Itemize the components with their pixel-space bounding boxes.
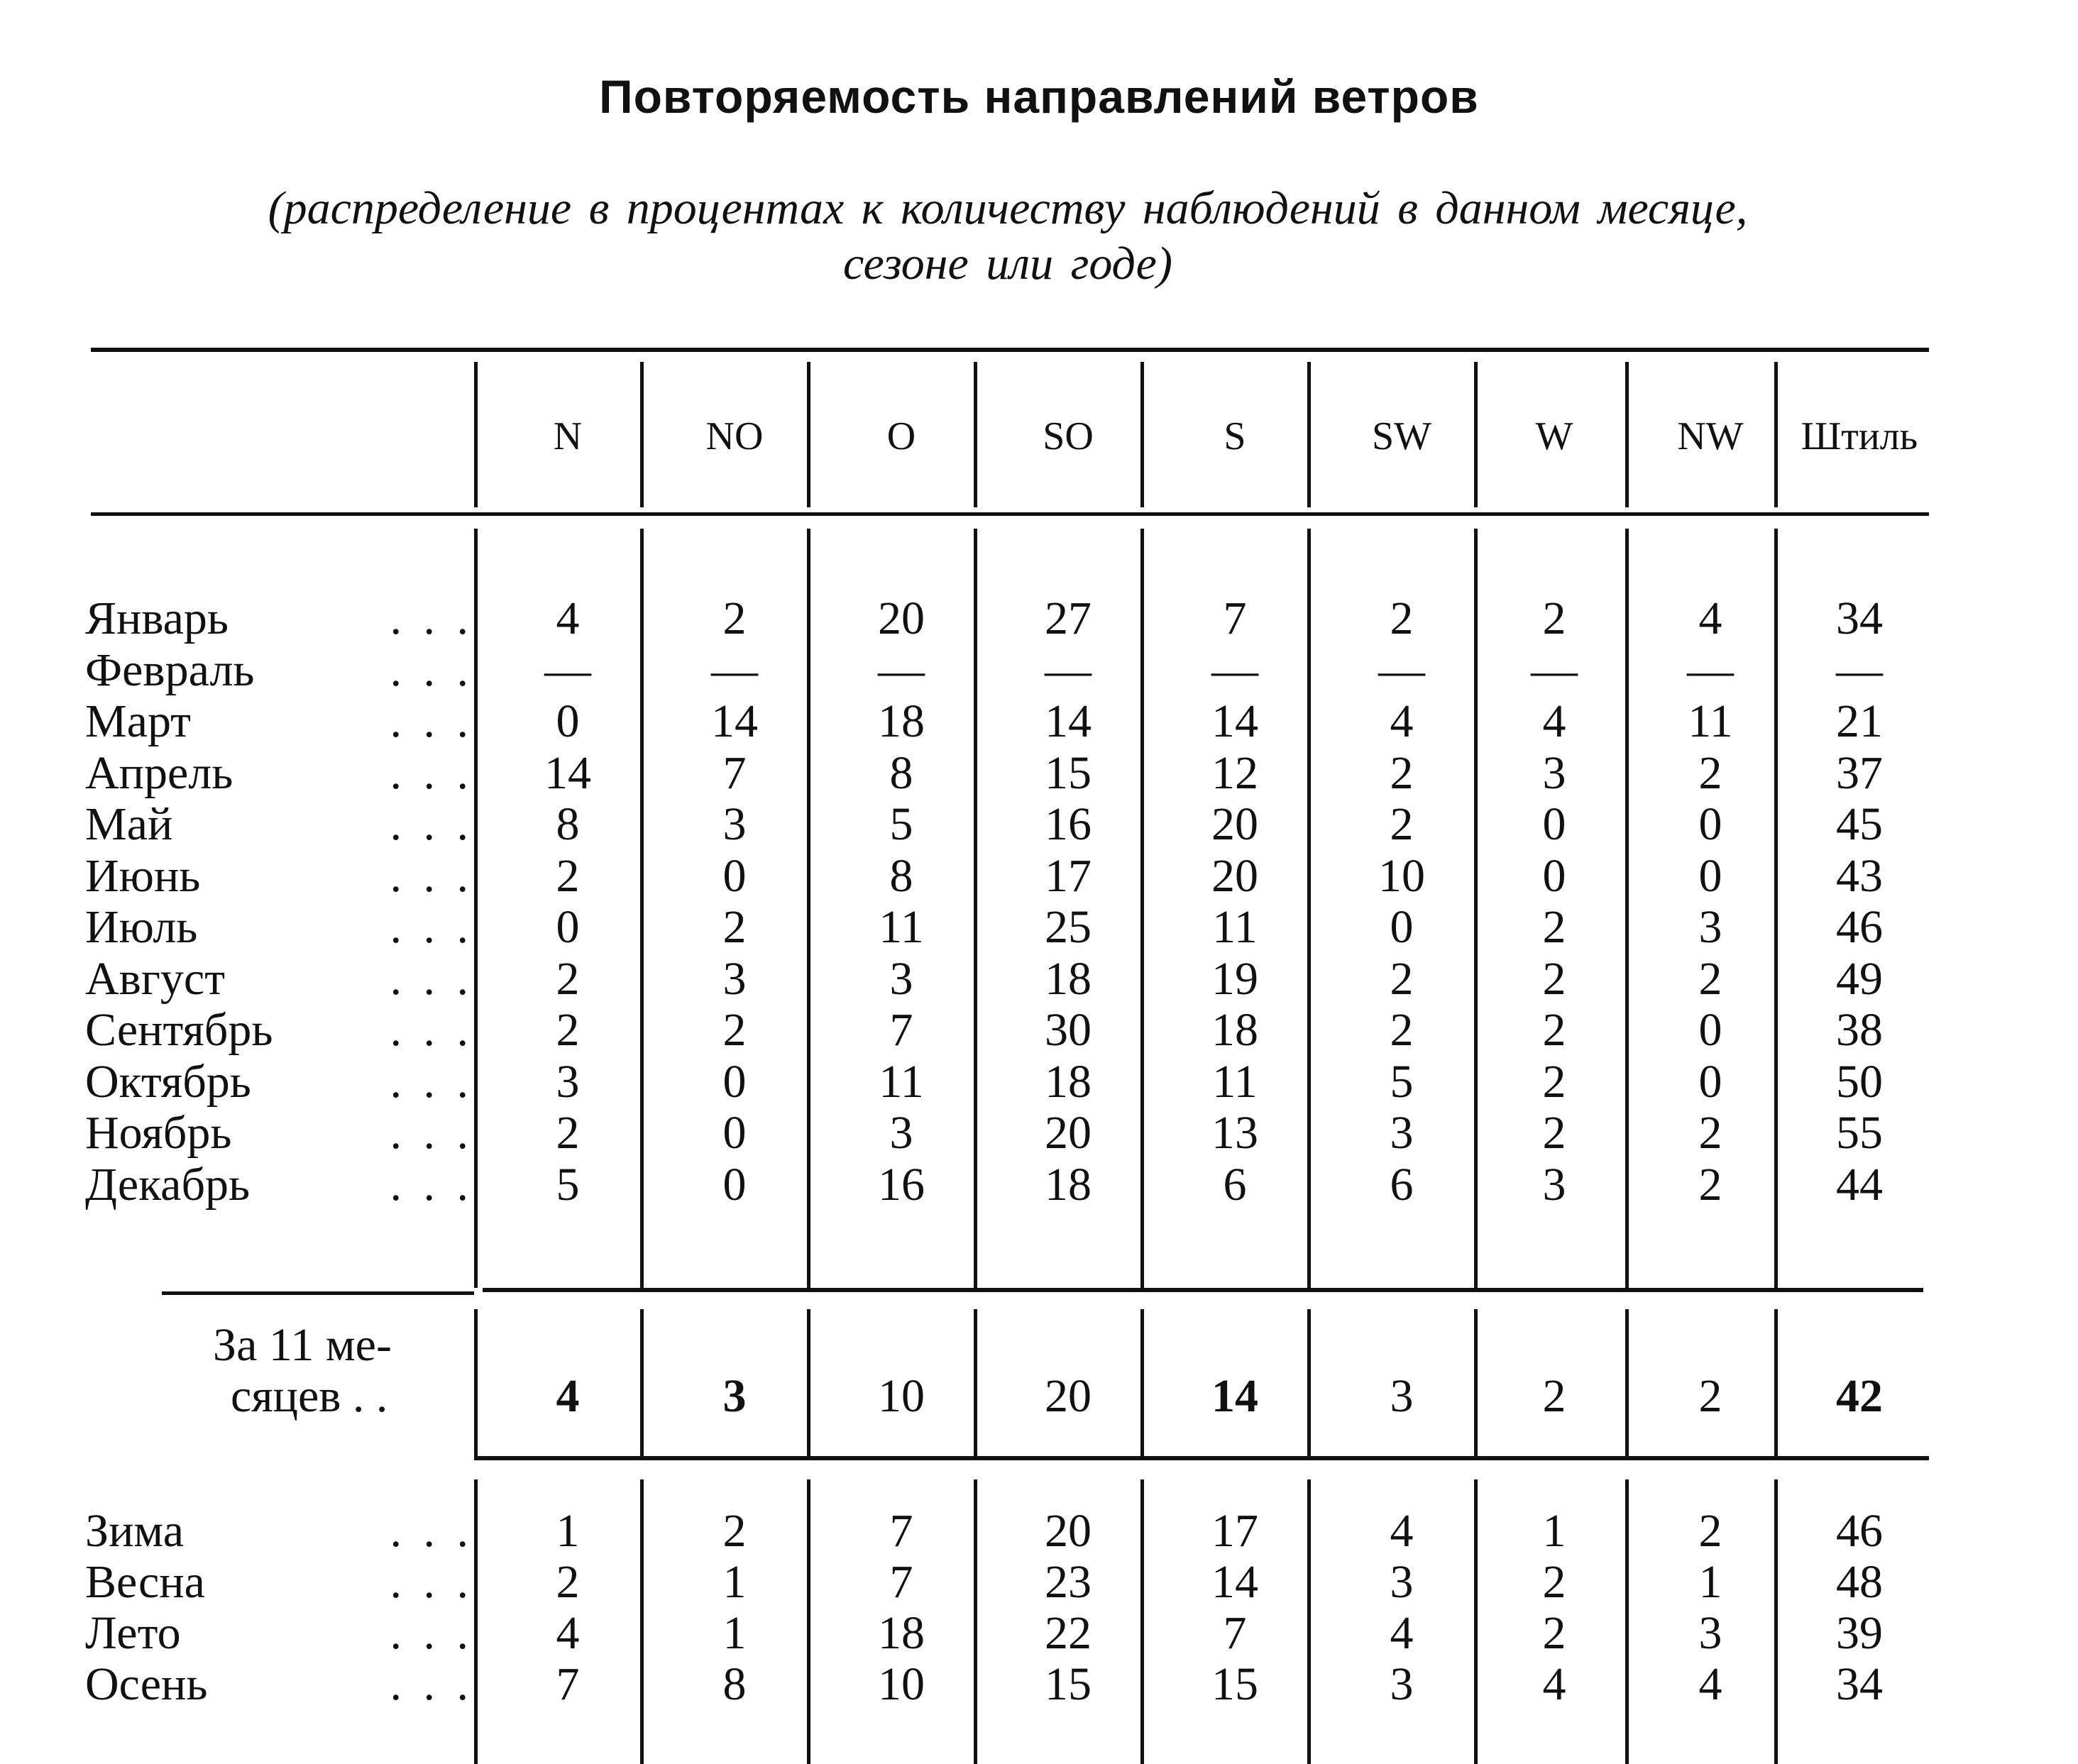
column-divider (1140, 362, 1144, 507)
leader-dots: . . . (390, 593, 468, 644)
total-cell: 2 (1698, 1370, 1722, 1422)
table-cell: 48 (1836, 1556, 1883, 1608)
table-title: Повторяемость направлений ветров (599, 70, 1479, 123)
table-cell: 20 (1045, 1107, 1092, 1159)
column-divider (1625, 1309, 1629, 1458)
column-header: SW (1372, 414, 1431, 458)
table-cell: 2 (1698, 747, 1722, 799)
total-cell: 3 (1390, 1370, 1414, 1422)
row-label (85, 1557, 468, 1608)
leader-dots: . . . (390, 1506, 468, 1557)
table-cell: 0 (1698, 850, 1722, 902)
row-label-text: Апрель (85, 748, 233, 799)
table-cell: 3 (1390, 1556, 1414, 1608)
table-cell: 2 (1390, 747, 1414, 799)
table-cell: 20 (878, 592, 925, 644)
leader-dots: . . . (390, 1108, 468, 1159)
total-label-line-2: сяцев . . (231, 1370, 388, 1422)
table-cell: 15 (1045, 1658, 1092, 1710)
table-cell: 18 (1045, 953, 1092, 1005)
table-cell: 0 (1698, 1004, 1722, 1056)
leader-dots: . . . (390, 696, 468, 747)
table-cell: 2 (722, 901, 747, 953)
column-divider (1307, 362, 1311, 507)
table-cell: 2 (556, 1556, 580, 1608)
table-cell: 2 (1390, 592, 1414, 644)
table-cell: 2 (1698, 953, 1722, 1005)
table-cell: 7 (1223, 592, 1247, 644)
table-cell: 0 (722, 1107, 747, 1159)
column-divider (807, 529, 810, 1288)
leader-dots: . . . (390, 1659, 468, 1710)
column-divider (1140, 529, 1144, 1288)
table-cell: 11 (1688, 695, 1733, 747)
table-cell: 21 (1836, 695, 1883, 747)
table-cell: 4 (1390, 1607, 1414, 1659)
table-cell: 0 (1390, 901, 1414, 953)
rule-line (91, 348, 1929, 352)
table-cell: 2 (1542, 1004, 1566, 1056)
table-cell: 4 (1698, 1658, 1722, 1710)
column-divider (1307, 529, 1311, 1288)
row-label-text: Март (85, 696, 191, 747)
table-cell: — (1836, 644, 1883, 696)
table-cell: 4 (556, 1607, 580, 1659)
table-cell: 2 (722, 592, 747, 644)
table-cell: 7 (889, 1505, 913, 1557)
column-header: SO (1043, 414, 1094, 458)
table-cell: 8 (889, 747, 913, 799)
row-label (85, 748, 468, 799)
table-cell: 0 (556, 901, 580, 953)
column-header: S (1224, 414, 1246, 458)
column-divider (1140, 1479, 1144, 1764)
table-cell: 2 (1542, 953, 1566, 1005)
leader-dots: . . . (390, 1159, 468, 1211)
column-divider (1625, 529, 1629, 1288)
row-label (85, 1057, 468, 1108)
table-cell: 3 (889, 1107, 913, 1159)
table-cell: 4 (556, 592, 580, 644)
table-cell: 3 (722, 798, 747, 850)
row-label-text: Весна (85, 1557, 205, 1608)
leader-dots: . . . (390, 1005, 468, 1056)
table-cell: 18 (1045, 1159, 1092, 1211)
leader-dots: . . . (390, 645, 468, 696)
table-cell: 11 (1212, 901, 1258, 953)
leader-dots: . . . (390, 1608, 468, 1659)
table-cell: 20 (1211, 798, 1258, 850)
rule-line (474, 1456, 1929, 1460)
total-label-line-1: За 11 ме- (213, 1319, 392, 1371)
column-divider (1625, 362, 1629, 507)
table-cell: 5 (889, 798, 913, 850)
row-label-text: Декабрь (85, 1159, 251, 1211)
table-cell: 2 (722, 1505, 747, 1557)
table-cell: 8 (722, 1658, 747, 1710)
row-label-text: Октябрь (85, 1057, 251, 1108)
table-cell: 22 (1045, 1607, 1092, 1659)
table-cell: 3 (556, 1056, 580, 1108)
row-label (85, 696, 468, 747)
total-cell: 10 (878, 1370, 925, 1422)
table-cell: 18 (878, 1607, 925, 1659)
leader-dots: . . . (390, 1557, 468, 1608)
table-cell: 37 (1836, 747, 1883, 799)
column-divider (974, 1309, 977, 1458)
table-cell: 12 (1211, 747, 1258, 799)
subtitle-line-2: сезоне или годе) (843, 238, 1172, 290)
table-cell: 14 (1211, 695, 1258, 747)
total-cell: 4 (556, 1370, 580, 1422)
row-label (85, 593, 468, 644)
row-label (85, 1159, 468, 1211)
table-cell: 55 (1836, 1107, 1883, 1159)
column-header: NO (705, 414, 764, 458)
table-cell: 11 (879, 901, 924, 953)
table-cell: 1 (722, 1607, 747, 1659)
total-cell: 3 (722, 1370, 747, 1422)
table-cell: 3 (1542, 1159, 1566, 1211)
column-divider (1474, 1309, 1478, 1458)
table-cell: 2 (1698, 1505, 1722, 1557)
total-cell: 20 (1045, 1370, 1092, 1422)
column-divider (807, 1479, 810, 1764)
table-cell: 7 (889, 1556, 913, 1608)
total-cell: 14 (1211, 1370, 1258, 1422)
table-cell: 46 (1836, 901, 1883, 953)
table-cell: 4 (1698, 592, 1722, 644)
rule-line (162, 1291, 474, 1295)
table-cell: — (711, 644, 758, 696)
table-cell: 0 (1698, 1056, 1722, 1108)
column-divider (474, 1479, 478, 1764)
column-divider (974, 1479, 977, 1764)
table-cell: 2 (1542, 1556, 1566, 1608)
row-label-text: Сентябрь (85, 1005, 273, 1056)
table-cell: 43 (1836, 850, 1883, 902)
column-divider (807, 1309, 810, 1458)
column-header: N (553, 414, 583, 458)
table-cell: 11 (1212, 1056, 1258, 1108)
table-cell: 3 (889, 953, 913, 1005)
table-cell: 2 (1390, 798, 1414, 850)
row-label (85, 799, 468, 850)
table-cell: 7 (889, 1004, 913, 1056)
table-cell: 2 (1542, 592, 1566, 644)
table-cell: 8 (556, 798, 580, 850)
table-cell: — (1045, 644, 1092, 696)
table-subtitle (71, 181, 1945, 292)
table-cell: 4 (1542, 1658, 1566, 1710)
table-cell: 20 (1045, 1505, 1092, 1557)
column-divider (474, 529, 478, 1288)
table-cell: 2 (1542, 1056, 1566, 1108)
column-header: W (1535, 414, 1573, 458)
table-cell: 2 (556, 953, 580, 1005)
table-cell: 16 (1045, 798, 1092, 850)
row-label (85, 1608, 468, 1659)
table-cell: 3 (1698, 901, 1722, 953)
table-cell: 0 (1698, 798, 1722, 850)
table-cell: 5 (556, 1159, 580, 1211)
table-cell: 2 (1542, 1607, 1566, 1659)
table-cell: 6 (1390, 1159, 1414, 1211)
row-label (85, 1659, 468, 1710)
table-cell: 23 (1045, 1556, 1092, 1608)
table-cell: 17 (1045, 850, 1092, 902)
column-divider (640, 1479, 644, 1764)
row-label-text: Лето (85, 1608, 181, 1659)
row-label-text: Август (85, 954, 226, 1005)
row-label-text: Май (85, 799, 173, 850)
leader-dots: . . . (390, 748, 468, 799)
table-cell: — (1211, 644, 1258, 696)
table-cell: 2 (1542, 901, 1566, 953)
table-cell: 1 (722, 1556, 747, 1608)
table-cell: 14 (544, 747, 591, 799)
table-cell: — (1531, 644, 1578, 696)
column-divider (1140, 1309, 1144, 1458)
table-cell: 2 (1698, 1159, 1722, 1211)
table-cell: 2 (1542, 1107, 1566, 1159)
row-label-text: Январь (85, 593, 229, 644)
table-cell: 19 (1211, 953, 1258, 1005)
column-header: NW (1677, 414, 1744, 458)
row-label (85, 954, 468, 1005)
table-cell: 4 (1542, 695, 1566, 747)
table-cell: 10 (1378, 850, 1425, 902)
table-cell: 30 (1045, 1004, 1092, 1056)
table-cell: 46 (1836, 1505, 1883, 1557)
table-cell: 34 (1836, 1658, 1883, 1710)
table-cell: 3 (1542, 747, 1566, 799)
table-cell: 0 (722, 1159, 747, 1211)
rule-line (483, 1288, 1923, 1292)
table-cell: 17 (1211, 1505, 1258, 1557)
table-cell: 2 (722, 1004, 747, 1056)
total-cell: 42 (1836, 1370, 1883, 1422)
table-cell: 0 (1542, 850, 1566, 902)
table-cell: 14 (1211, 1556, 1258, 1608)
table-cell: — (544, 644, 591, 696)
table-cell: 5 (1390, 1056, 1414, 1108)
table-cell: 7 (556, 1658, 580, 1710)
table-cell: — (878, 644, 925, 696)
row-label-text: Зима (85, 1506, 184, 1557)
table-cell: 11 (879, 1056, 924, 1108)
column-divider (807, 362, 810, 507)
leader-dots: . . . (390, 1057, 468, 1108)
column-divider (474, 1309, 478, 1458)
table-cell: 3 (1698, 1607, 1722, 1659)
total-cell: 2 (1542, 1370, 1566, 1422)
leader-dots: . . . (390, 954, 468, 1005)
table-cell: 4 (1390, 1505, 1414, 1557)
column-divider (1307, 1479, 1311, 1764)
table-cell: 39 (1836, 1607, 1883, 1659)
table-cell: 20 (1211, 850, 1258, 902)
column-divider (1474, 529, 1478, 1288)
table-cell: 2 (556, 1004, 580, 1056)
row-label-text: Июнь (85, 851, 201, 902)
row-label-text: Ноябрь (85, 1108, 232, 1159)
table-cell: 3 (1390, 1658, 1414, 1710)
column-divider (1307, 1309, 1311, 1458)
column-divider (974, 362, 977, 507)
table-cell: 45 (1836, 798, 1883, 850)
row-label (85, 851, 468, 902)
table-cell: 0 (1542, 798, 1566, 850)
table-cell: 2 (1698, 1107, 1722, 1159)
table-cell: 1 (1698, 1556, 1722, 1608)
column-header: Штиль (1801, 414, 1918, 458)
table-cell: 13 (1211, 1107, 1258, 1159)
column-divider (974, 529, 977, 1288)
table-cell: 3 (722, 953, 747, 1005)
row-label-text: Осень (85, 1659, 208, 1710)
row-label-text: Февраль (85, 645, 255, 696)
table-cell: 2 (1390, 1004, 1414, 1056)
subtitle-line-1: (распределение в процентах к количеству наблюдений в данном месяце, (268, 182, 1748, 234)
column-divider (1625, 1479, 1629, 1764)
column-divider (640, 1309, 644, 1458)
table-cell: 10 (878, 1658, 925, 1710)
row-label (85, 1005, 468, 1056)
table-cell: 18 (1211, 1004, 1258, 1056)
table-cell: 15 (1211, 1658, 1258, 1710)
table-cell: 3 (1390, 1107, 1414, 1159)
table-cell: 15 (1045, 747, 1092, 799)
table-cell: 1 (556, 1505, 580, 1557)
column-divider (640, 529, 644, 1288)
table-cell: 7 (722, 747, 747, 799)
row-label (85, 645, 468, 696)
table-cell: 27 (1045, 592, 1092, 644)
table-cell: — (1687, 644, 1734, 696)
table-cell: 49 (1836, 953, 1883, 1005)
table-cell: 6 (1223, 1159, 1247, 1211)
table-cell: 18 (1045, 1056, 1092, 1108)
row-label (85, 1108, 468, 1159)
column-divider (1474, 362, 1478, 507)
table-cell: 14 (711, 695, 758, 747)
table-cell: 18 (878, 695, 925, 747)
table-cell: 34 (1836, 592, 1883, 644)
column-divider (1474, 1479, 1478, 1764)
table-cell: 38 (1836, 1004, 1883, 1056)
rule-line (91, 512, 1929, 516)
table-cell: 0 (722, 850, 747, 902)
leader-dots: . . . (390, 851, 468, 902)
table-cell: 25 (1045, 901, 1092, 953)
leader-dots: . . . (390, 902, 468, 953)
leader-dots: . . . (390, 799, 468, 850)
table-cell: 44 (1836, 1159, 1883, 1211)
row-label (85, 1506, 468, 1557)
table-cell: — (1378, 644, 1425, 696)
row-label-text: Июль (85, 902, 198, 953)
table-cell: 4 (1390, 695, 1414, 747)
table-cell: 2 (556, 1107, 580, 1159)
table-cell: 2 (1390, 953, 1414, 1005)
table-cell: 8 (889, 850, 913, 902)
table-cell: 7 (1223, 1607, 1247, 1659)
table-cell: 16 (878, 1159, 925, 1211)
column-divider (474, 362, 478, 507)
table-cell: 2 (556, 850, 580, 902)
table-cell: 0 (722, 1056, 747, 1108)
table-cell: 1 (1542, 1505, 1566, 1557)
column-header: O (886, 414, 916, 458)
table-cell: 0 (556, 695, 580, 747)
table-cell: 50 (1836, 1056, 1883, 1108)
table-cell: 14 (1045, 695, 1092, 747)
column-divider (640, 362, 644, 507)
row-label (85, 902, 468, 953)
